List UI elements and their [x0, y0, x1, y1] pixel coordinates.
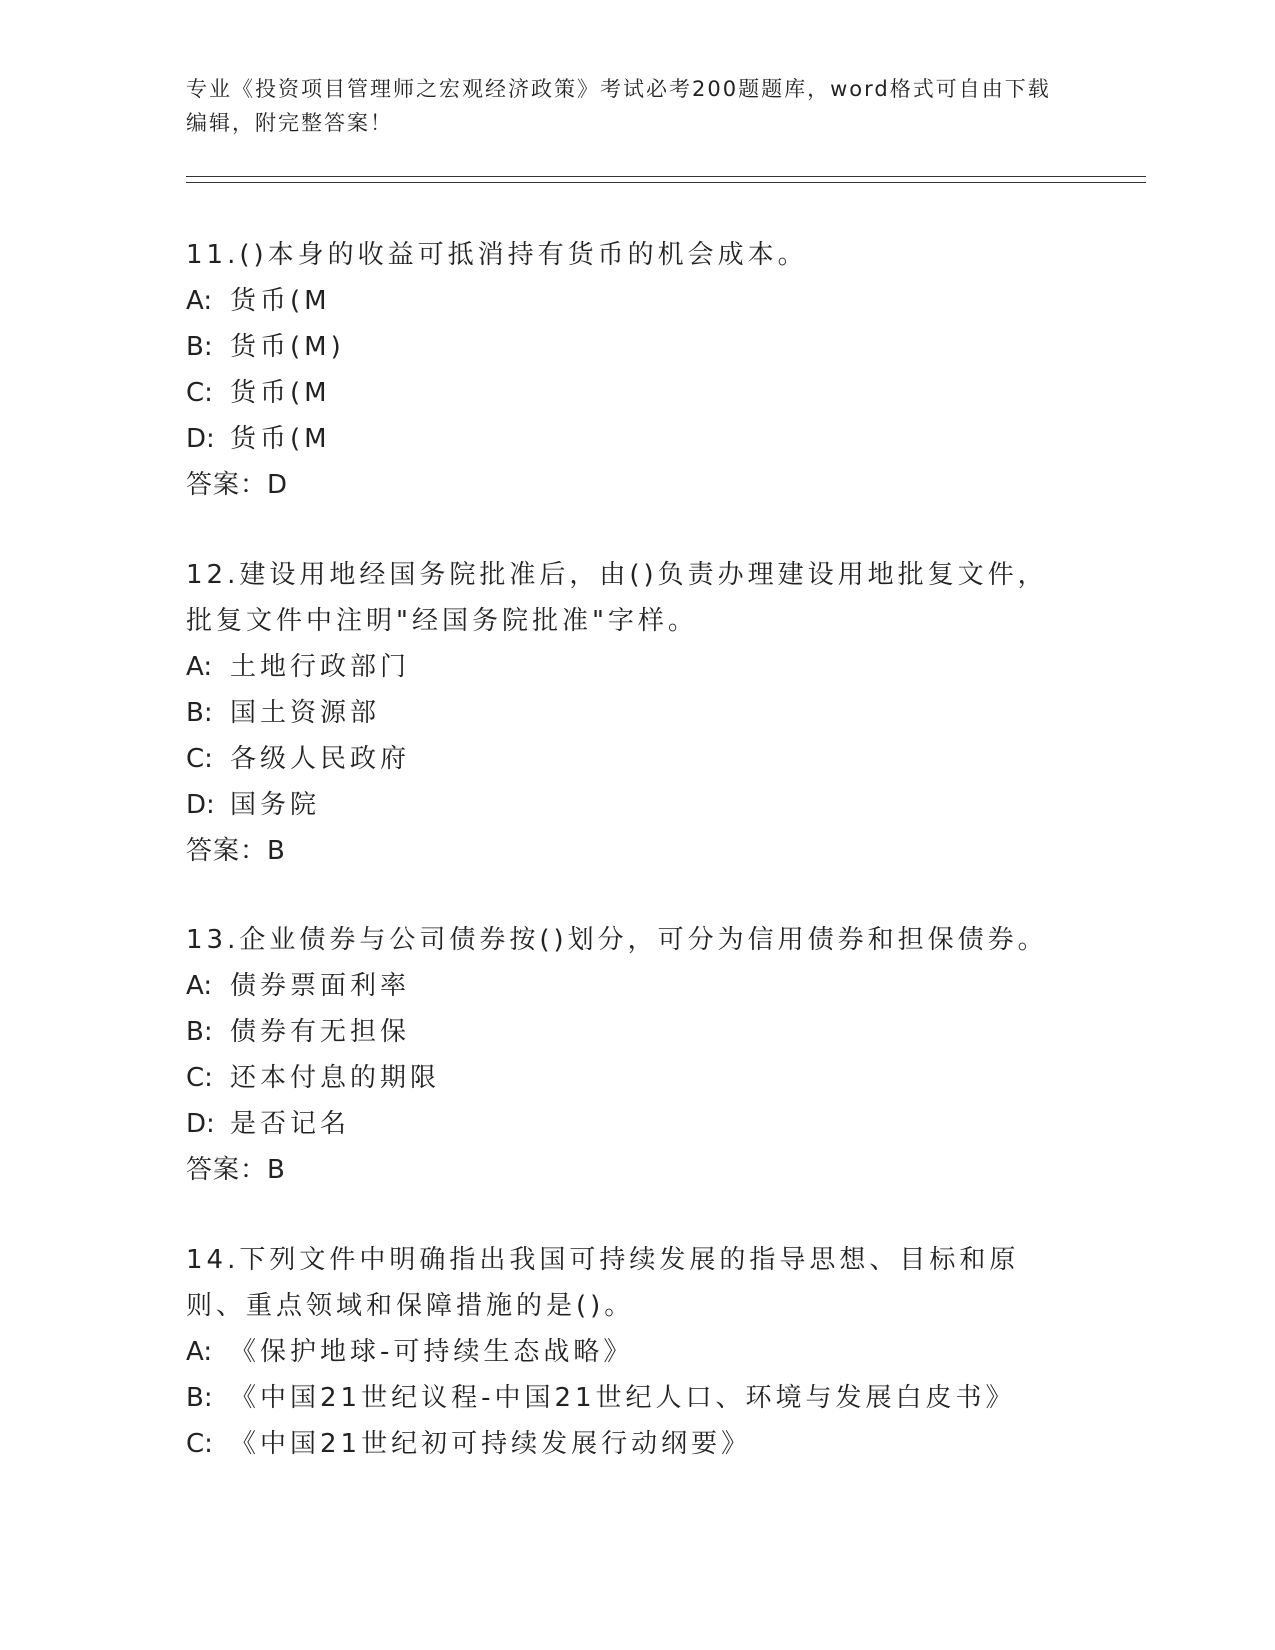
option-text: 《保护地球-可持续生态战略》: [230, 1337, 634, 1367]
question-11: [186, 232, 1066, 508]
option-c: [186, 1055, 1066, 1101]
option-text: 国务院: [230, 790, 321, 820]
header-title: 专业《投资项目管理师之宏观经济政策》考试必考200题题库，word格式可自由下载编辑，附完整答案！: [186, 77, 1051, 135]
document-header: [186, 72, 1066, 140]
option-letter: A:: [186, 971, 213, 1001]
option-letter: B:: [186, 332, 213, 362]
option-d: [186, 1101, 1066, 1147]
option-c: [186, 370, 1066, 416]
option-b: [186, 1375, 1066, 1421]
option-letter: B:: [186, 1383, 213, 1413]
option-text: 《中国21世纪初可持续发展行动纲要》: [230, 1429, 752, 1459]
option-text: 还本付息的期限: [230, 1063, 441, 1093]
option-b: [186, 690, 1066, 736]
option-text: 货币(M: [230, 286, 331, 316]
option-a: [186, 1329, 1066, 1375]
question-13: [186, 917, 1066, 1193]
option-text: 货币(M: [230, 378, 331, 408]
option-letter: C:: [186, 1063, 213, 1093]
option-letter: B:: [186, 1017, 213, 1047]
answer-line: 答案：B: [186, 1155, 286, 1185]
option-letter: A:: [186, 652, 213, 682]
option-letter: A:: [186, 286, 213, 316]
option-letter: C:: [186, 1429, 213, 1459]
option-letter: C:: [186, 744, 213, 774]
question-14: [186, 1237, 1066, 1467]
option-c: [186, 736, 1066, 782]
option-b: [186, 324, 1066, 370]
option-text: 债券有无担保: [230, 1017, 411, 1047]
question-stem: 12.建设用地经国务院批准后，由()负责办理建设用地批复文件，批复文件中注明"经国务院批准"字样。: [186, 560, 1048, 636]
question-stem: 13.企业债券与公司债券按()划分，可分为信用债券和担保债券。: [186, 925, 1048, 955]
option-letter: B:: [186, 698, 213, 728]
option-text: 《中国21世纪议程-中国21世纪人口、环境与发展白皮书》: [230, 1383, 1016, 1413]
option-d: [186, 782, 1066, 828]
option-letter: A:: [186, 1337, 213, 1367]
option-text: 土地行政部门: [230, 652, 411, 682]
option-letter: D:: [186, 790, 215, 820]
option-letter: D:: [186, 424, 215, 454]
header-divider-bottom: [186, 182, 1146, 183]
option-a: [186, 278, 1066, 324]
option-c: [186, 1421, 1066, 1467]
question-stem: 11.()本身的收益可抵消持有货币的机会成本。: [186, 240, 808, 270]
option-b: [186, 1009, 1066, 1055]
answer-line: 答案：B: [186, 836, 286, 866]
option-text: 国土资源部: [230, 698, 381, 728]
question-12: [186, 552, 1066, 874]
option-a: [186, 963, 1066, 1009]
option-text: 各级人民政府: [230, 744, 411, 774]
answer-line: 答案：D: [186, 470, 289, 500]
option-letter: C:: [186, 378, 213, 408]
header-divider-top: [186, 176, 1146, 177]
question-stem: 14.下列文件中明确指出我国可持续发展的指导思想、目标和原则、重点领域和保障措施的是()。: [186, 1245, 1020, 1321]
option-a: [186, 644, 1066, 690]
option-letter: D:: [186, 1109, 215, 1139]
option-text: 货币(M: [230, 424, 331, 454]
option-text: 货币(M): [230, 332, 345, 362]
option-text: 债券票面利率: [230, 971, 411, 1001]
option-d: [186, 416, 1066, 462]
option-text: 是否记名: [230, 1109, 351, 1139]
